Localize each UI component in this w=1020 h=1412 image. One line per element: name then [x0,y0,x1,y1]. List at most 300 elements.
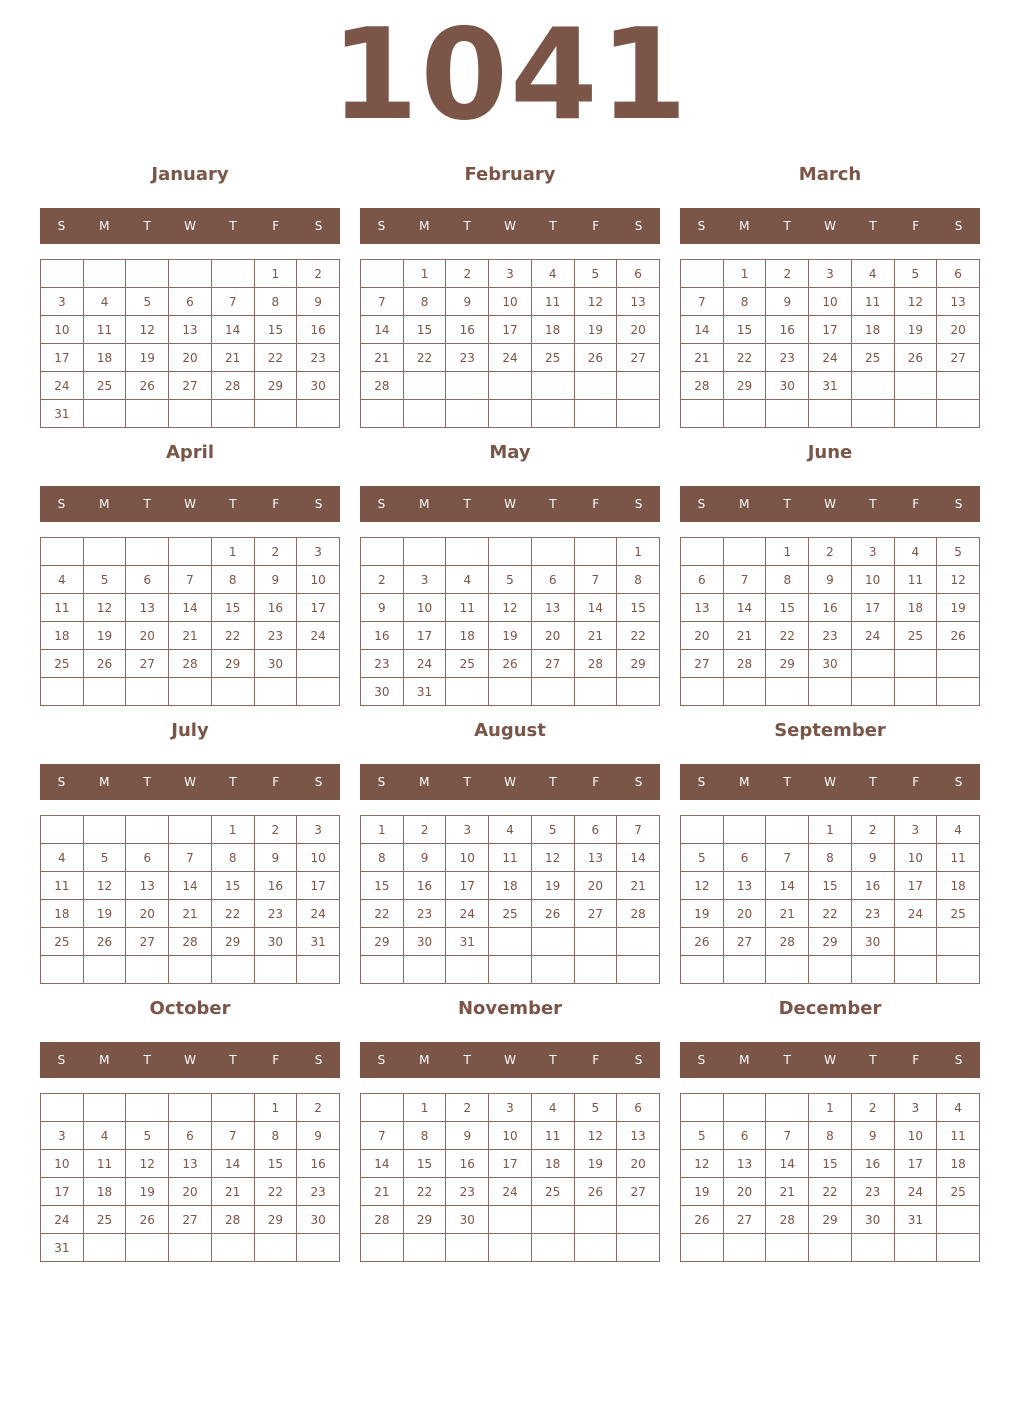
week-row [681,816,980,844]
weekday-label: S [314,1053,323,1067]
day-cell: 1 [211,538,254,566]
day-cell [446,372,489,400]
day-cell: 22 [254,344,297,372]
day-cell: 26 [894,344,937,372]
week-row [361,1122,660,1150]
weekday-label: M [739,219,750,233]
weekday-label: S [314,219,323,233]
day-cell: 24 [297,900,340,928]
weekday-label: T [783,1053,791,1067]
week-row [681,1178,980,1206]
day-cell: 31 [297,928,340,956]
day-cell: 12 [489,594,532,622]
day-cell [126,678,169,706]
day-cell: 4 [937,816,980,844]
week-row [41,1178,340,1206]
day-cell [617,400,660,428]
day-cell: 23 [446,1178,489,1206]
day-cell: 9 [297,288,340,316]
day-cell [809,678,852,706]
day-cell: 17 [489,1150,532,1178]
day-cell: 12 [83,872,126,900]
day-cell: 24 [489,1178,532,1206]
day-cell: 11 [851,288,894,316]
day-cell: 12 [574,1122,617,1150]
weekday-label: S [954,1053,963,1067]
day-cell [766,956,809,984]
day-cell [489,400,532,428]
month-may [360,438,660,708]
day-cell [531,928,574,956]
day-cell: 25 [83,1206,126,1234]
day-cell [169,400,212,428]
day-cell: 5 [574,1094,617,1122]
day-cell: 24 [297,622,340,650]
day-cell: 5 [126,1122,169,1150]
day-cell: 20 [723,900,766,928]
weekday-header [40,208,340,244]
day-cell [126,1094,169,1122]
week-row [681,650,980,678]
day-cell: 7 [169,566,212,594]
month-october [40,994,340,1264]
day-cell: 17 [297,872,340,900]
month-name: November [457,998,563,1019]
weekday-label: F [592,219,600,233]
day-cell: 19 [681,1178,724,1206]
day-cell: 17 [851,594,894,622]
day-cell [681,538,724,566]
day-cell: 14 [617,844,660,872]
day-cell: 21 [681,344,724,372]
weekday-label: T [783,775,791,789]
day-cell: 23 [254,900,297,928]
day-cell [937,1234,980,1262]
day-cell [937,928,980,956]
weekday-label: W [824,1053,836,1067]
day-cell: 7 [574,566,617,594]
day-cell: 12 [681,1150,724,1178]
day-cell [254,956,297,984]
week-row [41,900,340,928]
day-cell [809,400,852,428]
day-cell: 22 [403,344,446,372]
day-cell: 18 [851,316,894,344]
day-cell: 22 [617,622,660,650]
weekday-label: S [954,775,963,789]
day-cell [894,400,937,428]
day-cell [211,956,254,984]
day-cell: 30 [297,372,340,400]
day-cell: 14 [574,594,617,622]
day-cell: 22 [254,1178,297,1206]
day-cell: 21 [211,1178,254,1206]
day-cell: 19 [126,344,169,372]
week-row [361,288,660,316]
day-cell: 18 [41,622,84,650]
month-name: March [798,164,862,185]
day-cell [446,956,489,984]
day-cell: 30 [403,928,446,956]
day-cell: 22 [723,344,766,372]
day-cell: 9 [446,288,489,316]
week-row [681,1206,980,1234]
week-row [361,594,660,622]
day-cell: 4 [531,1094,574,1122]
day-cell [211,678,254,706]
week-row [361,956,660,984]
weekday-label: S [377,775,386,789]
day-cell: 13 [937,288,980,316]
day-cell: 21 [169,900,212,928]
day-cell: 26 [681,928,724,956]
day-cell [894,1234,937,1262]
day-cell: 21 [766,1178,809,1206]
day-cell: 15 [723,316,766,344]
day-cell: 2 [446,1094,489,1122]
day-cell [446,400,489,428]
day-cell: 24 [41,372,84,400]
day-cell: 28 [361,372,404,400]
day-cell: 21 [617,872,660,900]
day-cell: 9 [297,1122,340,1150]
day-cell [361,1094,404,1122]
weekday-label: M [99,1053,110,1067]
day-cell [83,1234,126,1262]
day-cell: 6 [617,260,660,288]
weekday-label: F [912,1053,920,1067]
day-cell: 29 [617,650,660,678]
month-march [680,160,980,430]
day-cell: 4 [894,538,937,566]
day-cell: 24 [894,1178,937,1206]
day-cell [617,678,660,706]
day-cell: 20 [617,316,660,344]
day-cell: 25 [851,344,894,372]
day-cell: 21 [211,344,254,372]
weekday-label: F [592,1053,600,1067]
day-cell: 23 [361,650,404,678]
week-row [361,872,660,900]
day-cell: 3 [41,1122,84,1150]
weekday-label: M [419,497,430,511]
day-cell: 5 [937,538,980,566]
day-cell [169,260,212,288]
day-cell: 12 [531,844,574,872]
day-cell: 16 [297,316,340,344]
day-cell: 18 [489,872,532,900]
day-cell [851,650,894,678]
day-cell [574,956,617,984]
week-row [41,288,340,316]
day-cell: 6 [531,566,574,594]
weekday-label: S [634,1053,643,1067]
day-cell [83,956,126,984]
week-row [41,316,340,344]
day-cell: 1 [254,1094,297,1122]
day-cell: 25 [446,650,489,678]
day-cell: 3 [403,566,446,594]
day-cell: 16 [361,622,404,650]
day-cell: 13 [126,872,169,900]
day-cell: 31 [894,1206,937,1234]
day-cell: 14 [169,594,212,622]
day-cell [211,1094,254,1122]
day-cell: 2 [403,816,446,844]
week-row [361,844,660,872]
day-cell [169,1234,212,1262]
day-cell: 29 [211,650,254,678]
week-row [41,538,340,566]
day-cell: 13 [126,594,169,622]
day-cell: 11 [894,566,937,594]
day-cell [41,678,84,706]
weekday-label: T [869,219,877,233]
day-cell [617,1234,660,1262]
day-cell: 15 [211,872,254,900]
day-cell [83,538,126,566]
day-cell: 1 [809,1094,852,1122]
day-cell: 28 [766,1206,809,1234]
day-cell: 24 [41,1206,84,1234]
weekday-label: W [824,219,836,233]
day-cell: 17 [894,872,937,900]
month-name: October [149,998,231,1019]
day-cell: 3 [489,1094,532,1122]
weekday-label: T [549,497,557,511]
day-cell: 25 [894,622,937,650]
month-september [680,716,980,986]
day-cell: 30 [254,650,297,678]
day-cell [361,1234,404,1262]
week-row [361,622,660,650]
weekday-label: T [783,219,791,233]
day-cell: 6 [574,816,617,844]
day-cell: 10 [297,566,340,594]
day-cell: 28 [681,372,724,400]
day-grid [680,537,980,706]
weekday-label: S [954,219,963,233]
day-cell: 11 [937,844,980,872]
day-cell [126,400,169,428]
week-row [41,872,340,900]
day-cell [361,260,404,288]
month-august [360,716,660,986]
day-cell: 26 [489,650,532,678]
weekday-label: M [419,1053,430,1067]
day-cell: 15 [809,1150,852,1178]
day-cell: 12 [681,872,724,900]
day-cell [254,1234,297,1262]
month-name: September [774,720,886,741]
day-cell: 29 [766,650,809,678]
day-cell: 30 [809,650,852,678]
day-cell [617,956,660,984]
day-cell: 6 [723,844,766,872]
weekday-label: S [697,497,706,511]
day-cell: 20 [169,1178,212,1206]
day-cell [574,538,617,566]
day-cell: 21 [723,622,766,650]
weekday-label: S [634,497,643,511]
day-cell: 25 [83,372,126,400]
week-row [681,288,980,316]
day-cell: 21 [766,900,809,928]
day-cell: 13 [531,594,574,622]
day-cell: 3 [894,816,937,844]
day-cell [169,538,212,566]
day-cell [937,400,980,428]
day-cell: 11 [446,594,489,622]
day-cell [766,678,809,706]
day-grid [40,1093,340,1262]
week-row [361,566,660,594]
month-february [360,160,660,430]
day-cell [41,816,84,844]
weekday-label: S [377,219,386,233]
day-cell: 2 [254,538,297,566]
day-cell [403,400,446,428]
day-cell: 26 [83,650,126,678]
week-row [681,1234,980,1262]
weekday-label: S [697,775,706,789]
month-january [40,160,340,430]
day-cell: 5 [83,844,126,872]
day-cell: 26 [937,622,980,650]
day-cell: 16 [297,1150,340,1178]
day-cell: 1 [809,816,852,844]
day-cell [894,956,937,984]
weekday-header [360,1042,660,1078]
weekday-label: T [869,1053,877,1067]
day-cell: 16 [809,594,852,622]
month-name: April [165,442,215,463]
day-cell: 2 [766,260,809,288]
day-cell: 14 [361,1150,404,1178]
day-cell: 12 [83,594,126,622]
day-cell [489,372,532,400]
week-row [681,900,980,928]
day-cell: 10 [403,594,446,622]
weekday-label: S [634,775,643,789]
day-cell: 18 [83,344,126,372]
day-cell: 6 [126,566,169,594]
day-cell: 13 [723,1150,766,1178]
day-cell: 1 [403,260,446,288]
week-row [41,928,340,956]
day-cell: 5 [681,844,724,872]
day-cell [41,1094,84,1122]
day-cell: 17 [297,594,340,622]
week-row [41,344,340,372]
day-cell: 12 [126,1150,169,1178]
day-cell: 5 [489,566,532,594]
week-row [681,1122,980,1150]
day-cell: 28 [211,1206,254,1234]
day-cell: 14 [211,1150,254,1178]
day-cell: 7 [169,844,212,872]
day-cell: 9 [254,566,297,594]
month-july [40,716,340,986]
day-cell: 17 [809,316,852,344]
week-row [681,372,980,400]
day-grid [360,815,660,984]
day-cell: 4 [83,288,126,316]
weekday-label: M [99,497,110,511]
day-cell [126,1234,169,1262]
weekday-label: T [463,219,471,233]
day-grid [40,815,340,984]
day-cell: 3 [851,538,894,566]
day-cell: 22 [211,622,254,650]
day-cell: 29 [403,1206,446,1234]
day-cell: 14 [211,316,254,344]
day-cell [574,678,617,706]
day-cell [361,956,404,984]
day-cell: 27 [574,900,617,928]
day-cell [361,400,404,428]
day-cell [126,538,169,566]
weekday-label: S [377,1053,386,1067]
day-cell: 30 [446,1206,489,1234]
day-cell: 15 [211,594,254,622]
weekday-label: S [57,1053,66,1067]
day-cell: 22 [361,900,404,928]
day-cell: 17 [403,622,446,650]
day-cell: 17 [489,316,532,344]
day-cell: 27 [531,650,574,678]
day-cell: 22 [403,1178,446,1206]
day-cell: 14 [723,594,766,622]
day-cell: 17 [894,1150,937,1178]
day-cell: 6 [681,566,724,594]
day-cell: 29 [254,1206,297,1234]
day-cell: 8 [809,1122,852,1150]
day-cell: 21 [574,622,617,650]
day-cell: 4 [489,816,532,844]
weekday-label: F [272,497,280,511]
day-cell: 26 [574,1178,617,1206]
weekday-label: S [377,497,386,511]
day-cell [489,1234,532,1262]
week-row [361,1150,660,1178]
day-cell: 6 [617,1094,660,1122]
weekday-header [680,1042,980,1078]
day-cell: 6 [169,1122,212,1150]
day-cell: 27 [169,372,212,400]
weekday-label: W [184,219,196,233]
day-cell [574,400,617,428]
weekday-label: S [697,219,706,233]
weekday-label: F [272,775,280,789]
weekday-label: W [504,497,516,511]
day-cell: 4 [851,260,894,288]
day-cell [211,1234,254,1262]
weekday-label: W [184,775,196,789]
weekday-label: S [57,219,66,233]
day-cell: 12 [937,566,980,594]
day-cell [297,956,340,984]
day-cell [894,372,937,400]
day-cell: 18 [937,1150,980,1178]
day-cell: 8 [254,1122,297,1150]
day-cell: 19 [531,872,574,900]
day-cell: 21 [361,344,404,372]
day-cell: 9 [403,844,446,872]
day-cell [126,816,169,844]
day-cell: 29 [809,1206,852,1234]
day-cell: 18 [531,1150,574,1178]
